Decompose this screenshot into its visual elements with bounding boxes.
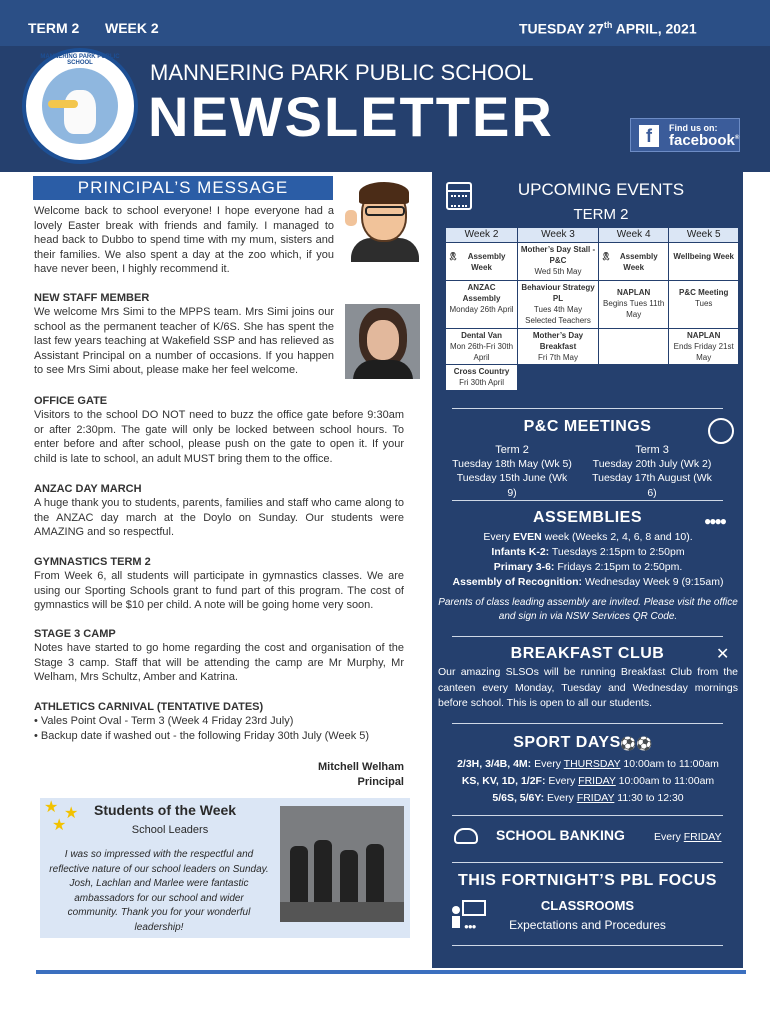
col-week-5: Week 5 [669,228,739,243]
table-cell: Wellbeing Week [669,243,739,281]
assemblies-line-1: Every EVEN week (Weeks 2, 4, 6, 8 and 10). [483,531,693,543]
sport-line-1: 2/3H, 3/4B, 4M: Every THURSDAY 10:00am to 11:00am [457,758,719,770]
pc-term2-date1: Tuesday 18th May (Wk 5) [452,458,572,470]
facebook-icon: f [639,125,659,147]
term-label: TERM 2 [28,20,80,36]
sport-balls-icon: ⚽⚽ [620,736,653,751]
breakfast-title: BREAKFAST CLUB [510,645,665,662]
staff-text: We welcome Mrs Simi to the MPPS team. Mrs Simi joins our school as the permanent teacher of K/6S. She has spent the last few years teaching at Wakefield SSP and has relieved as Assistant Principal on a number of occasions. If you happen to see Mrs Simi about, please make her feel welcome. [34,306,334,377]
banking-day: Every FRIDAY [654,831,722,843]
camp-heading: STAGE 3 CAMP [34,628,116,640]
gym-text: From Week 6, all students will participate in gymnastics classes. We are using our Sporting Schools grant to fund part of this program. The cost of gymnastics will be $10 per child. A note will be going home very soon. [34,570,404,612]
bottom-rule [36,970,746,974]
pc-title: P&C MEETINGS [523,418,652,435]
pbl-text: Expectations and Procedures [509,918,666,932]
gate-text: Visitors to the school DO NOT need to buzz the office gate before 9:30am or after 2:30pm. The gate will only be locked between school hours. To enter before and after school, please push on the gate to open it. If your child is late to school, an adult MUST bring them to the office. [34,409,404,465]
assemblies-line-4: Assembly of Recognition: Wednesday Week 9 (9:15am) [452,576,724,588]
sport-title: SPORT DAYS [513,734,621,751]
table-cell: ANZAC Assembly Monday 26th April [446,281,518,329]
staff-heading: NEW STAFF MEMBER [34,292,150,304]
ribbon-icon: 🎗 [600,252,612,261]
star-icon: ★ [44,799,59,816]
top-bar [0,0,770,46]
table-cell: NAPLAN Begins Tues 11th May [598,281,668,329]
pbl-title: THIS FORTNIGHT’S PBL FOCUS [458,872,717,889]
assemblies-note: Parents of class leading assembly are invited. Please visit the office and sign in via NSW Services QR Code. [438,597,738,622]
principal-cartoon-avatar [345,180,427,262]
assemblies-line-3: Primary 3-6: Fridays 2:15pm to 2:50pm. [493,561,683,573]
mrs-simi-photo [345,304,420,379]
table-cell: Cross Country Fri 30th April [446,365,518,391]
teacher-board-icon: ●●● [452,900,486,930]
assemblies-line-2: Infants K-2: Tuesdays 2:15pm to 2:50pm [491,546,685,558]
table-cell: Behaviour Strategy PL Tues 4th May Selected Teachers [518,281,599,329]
events-term: TERM 2 [573,206,629,223]
table-cell [598,329,668,365]
signature: Mitchell Welham Principal [318,761,404,788]
school-leaders-photo [280,806,404,922]
col-week-4: Week 4 [598,228,668,243]
anzac-text: A huge thank you to students, parents, families and staff who came along to the ANZAC day march at the Doylo on Sunday. Our students were AMAZING and so respectful. [34,497,404,539]
pc-term2: Term 2 [495,444,529,456]
lightbulb-icon [708,418,734,444]
ribbon-icon: 🎗 [448,252,459,261]
pc-term3-date1: Tuesday 20th July (Wk 2) [592,458,712,470]
col-week-3: Week 3 [518,228,599,243]
school-name: MANNERING PARK PUBLIC SCHOOL [150,60,534,85]
students-of-week-box [40,798,410,938]
events-table [445,227,739,391]
pc-term3: Term 3 [635,444,669,456]
star-icon: ★ [52,817,67,834]
table-cell: P&C Meeting Tues [669,281,739,329]
sotw-subtitle: School Leaders [131,824,209,836]
facebook-button[interactable]: f Find us on: facebook® [630,118,740,152]
athletics-item-1: • Vales Point Oval - Term 3 (Week 4 Friday 23rd July) [34,715,294,727]
gym-heading: GYMNASTICS TERM 2 [34,556,151,568]
piggy-bank-icon [454,828,478,844]
events-title: UPCOMING EVENTS [517,180,685,199]
principal-heading: PRINCIPAL’S MESSAGE [33,176,333,200]
banking-title: SCHOOL BANKING [496,827,625,843]
table-cell: NAPLAN Ends Friday 21st May [669,329,739,365]
anzac-heading: ANZAC DAY MARCH [34,483,142,495]
camp-text: Notes have started to go home regarding the cost and organisation of the Stage 3 camp. Staff that will be attending the camp are Mr Murphy, Mr Welham, Mrs Schultz, Amber and Katrina. [34,642,404,684]
newsletter-title: NEWSLETTER [148,85,554,148]
calendar-icon [446,182,472,210]
table-cell: Mother’s Day Breakfast Fri 7th May [518,329,599,365]
athletics-item-2: • Backup date if washed out - the following Friday 30th July (Week 5) [34,730,370,742]
pc-term2-date2: Tuesday 15th June (Wk 9) [456,472,568,499]
sotw-title: Students of the Week [94,802,237,818]
utensils-icon: ✕ [716,646,730,663]
athletics-heading: ATHLETICS CARNIVAL (TENTATIVE DATES) [34,701,264,713]
assemblies-title: ASSEMBLIES [532,509,642,526]
sport-line-2: KS, KV, 1D, 1/2F: Every FRIDAY 10:00am to 11:00am [461,775,715,787]
people-icon: ●●●● [704,514,725,528]
table-cell: Dental Van Mon 26th-Fri 30th April [446,329,518,365]
table-cell: 🎗 Assembly Week [446,243,518,281]
date-label: TUESDAY 27th APRIL, 2021 [519,20,697,37]
breakfast-text: Our amazing SLSOs will be running Breakfast Club from the canteen every Monday, Tuesday and Wednesday mornings before school. This is open to all our students. [438,666,738,709]
school-logo: MANNERING PARK PUBLIC SCHOOL [22,48,138,164]
sotw-quote: I was so impressed with the respectful and reflective nature of our school leaders on Sunday. Josh, Lachlan and Marlee were fantastic ambassadors for our school and wider community. Thank you for your wonderful leadership! [49,849,269,933]
table-cell: 🎗 Assembly Week [598,243,668,281]
gate-heading: OFFICE GATE [34,395,108,407]
col-week-2: Week 2 [446,228,518,243]
star-icon: ★ [64,805,79,822]
week-label: WEEK 2 [105,20,159,36]
table-cell: Mother’s Day Stall - P&C Wed 5th May [518,243,599,281]
welcome-text: Welcome back to school everyone! I hope everyone had a lovely Easter break with friends and family. I managed to head back to Dubbo to spend time with my mum, sisters and their families. We also spent a day at the zoo which, if you have never been, I highly recommend it. [34,205,334,276]
sport-line-3: 5/6S, 5/6Y: Every FRIDAY 11:30 to 12:30 [492,792,684,804]
pbl-subtitle: CLASSROOMS [540,898,635,913]
pc-term3-date2: Tuesday 17th August (Wk 6) [592,472,712,499]
